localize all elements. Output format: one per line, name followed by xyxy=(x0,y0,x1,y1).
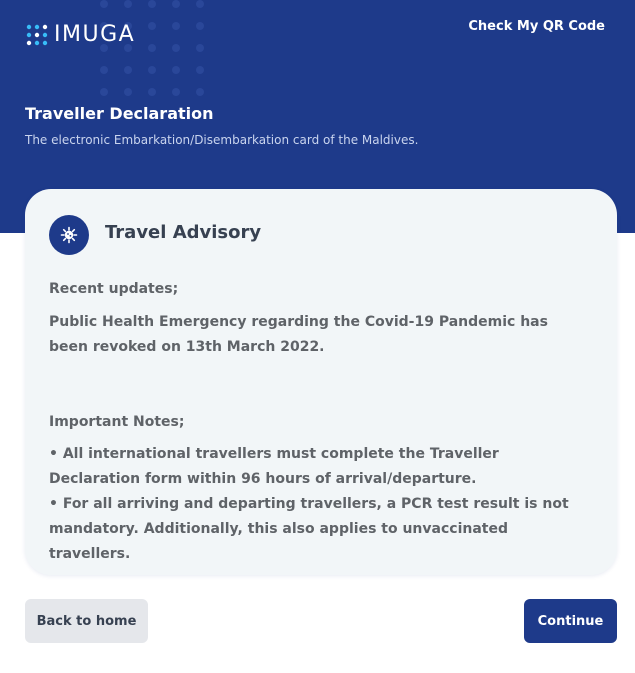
card-title: Travel Advisory xyxy=(105,222,262,243)
page-subtitle: The electronic Embarkation/Disembarkation card of the Maldives. xyxy=(25,133,419,147)
back-to-home-button[interactable]: Back to home xyxy=(25,599,148,643)
recent-updates-heading: Recent updates; xyxy=(49,281,179,297)
travel-advisory-card xyxy=(25,189,617,575)
logo-text: IMUGA xyxy=(54,22,136,47)
dot-grid-icon xyxy=(26,24,48,46)
important-notes-heading: Important Notes; xyxy=(49,414,185,430)
virus-icon xyxy=(49,215,89,255)
recent-updates-text: Public Health Emergency regarding the Covid-19 Pandemic has been revoked on 13th March 2022. xyxy=(49,314,548,355)
decorative-dot-pattern xyxy=(92,0,222,108)
continue-button[interactable]: Continue xyxy=(524,599,617,643)
imuga-logo[interactable] xyxy=(26,22,135,47)
note-item: • For all arriving and departing travellers, a PCR test result is not mandatory. Additionally, this also applies to unvaccinated travellers. xyxy=(49,496,569,562)
note-item: • All international travellers must complete the Traveller Declaration form within 96 hours of arrival/departure. xyxy=(49,446,499,487)
check-qr-code-link[interactable]: Check My QR Code xyxy=(468,19,605,34)
page-title: Traveller Declaration xyxy=(25,104,214,123)
